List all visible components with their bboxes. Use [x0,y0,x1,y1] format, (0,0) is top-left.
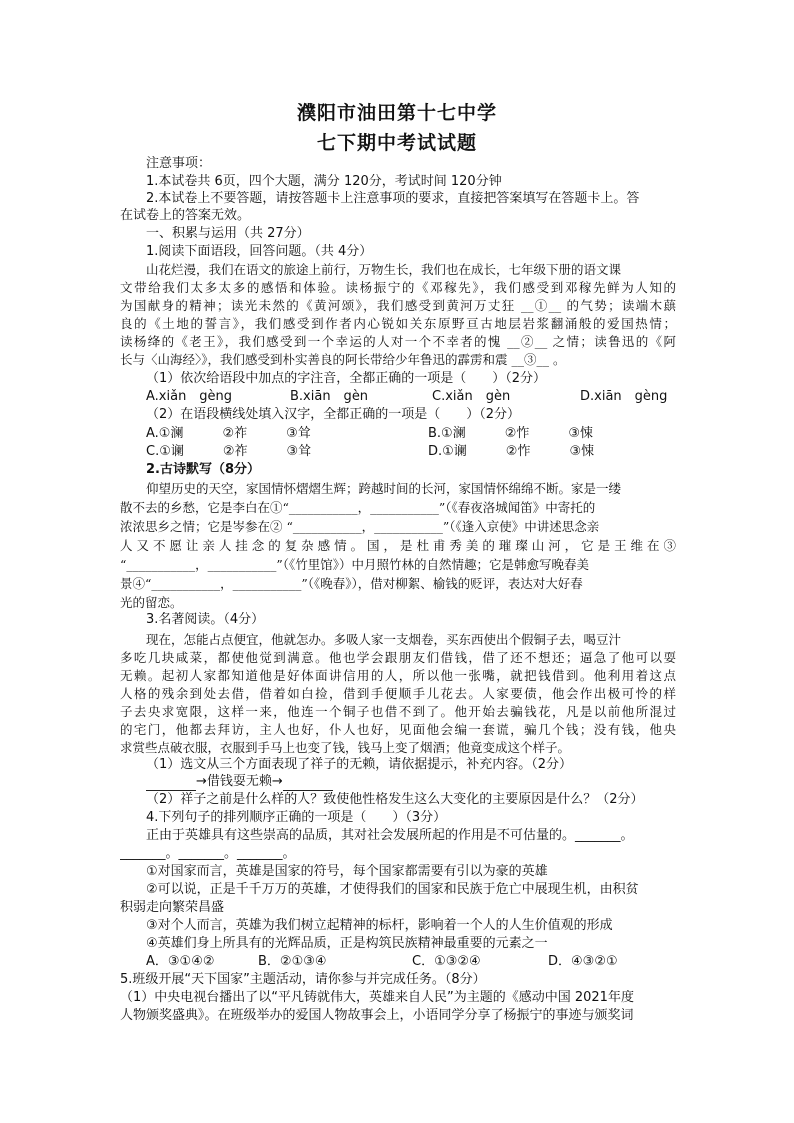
school-title: 濮阳市油田第十七中学 [296,102,497,124]
poem-line: “___________，___________”（《竹里馆》）中月照竹林的自然情趣；它是韩愈写晚春美 [120,557,590,572]
passage-line: 读杨绛的《老王》，我们感受到一个幸运的人对一个不幸者的愧 __②__ 之情；读鲁迅的《阿 [120,334,676,349]
answer-blank[interactable] [283,774,333,791]
q1-sub1-option-c: C.xiǎn gèn [432,389,511,404]
q4-item-2: ②可以说，正是千千万万的英雄，才使得我们的国家和民族于危亡中展现生机，由积贫 [146,882,639,897]
poem-line: 仰望历史的天空，家国情怀熠熠生辉；跨越时间的长河，家国情怀绵绵不断。家是一缕 [146,481,622,496]
notes-item-1: 1.本试卷共 6页，四个大题，满分 120分，考试时间 120分钟 [146,174,502,189]
q4-blanks: _______。_______。_______。 [120,846,296,861]
q4-item-1: ①对国家而言，英雄是国家的符号，每个国家都需要有引以为豪的英雄 [146,864,548,879]
q1-sub2-option-a: A.①澜 ②祚 ③耸 [146,426,311,441]
q1-sub2-option-b: B.①澜 ②怍 ③悚 [428,426,594,441]
poem-line: 浓浓思乡之情；它是岑参在② “___________，___________”（《逢入京使》中讲述思念亲 [120,519,600,534]
q3-sub2: （2）祥子之前是什么样的人？致使他性格发生这么大变化的主要原因是什么？（2分） [146,792,644,807]
q4-option-d: D．④③②① [548,954,618,969]
q1-sub2: （2）在语段横线处填入汉字，全都正确的一项是（ ）（2分） [146,407,521,422]
poem-line: 景④“___________，___________”（《晚春》），借对柳絮、榆钱的贬评，表达对大好春 [120,576,583,591]
novel-line: 无赖。起初人家都知道他是好体面讲信用的人，所以他一张嘴，就把钱借到。他利用着这点 [120,668,676,683]
q1-sub2-option-d: D.①谰 ②怍 ③悚 [428,444,595,459]
novel-line: 的宅门，他都去拜访，主人也好，仆人也好，见面他会编一套谎，骗几个钱；没有钱，他央 [120,722,676,737]
q4-option-c: C．①③②④ [412,954,481,969]
q5-line-2: 人物颁奖盛典》。在班级举办的爱国人物故事会上，小语同学分享了杨振宁的事迹与颁奖词 [120,1008,634,1023]
novel-line: 求赏些点破衣服，衣服到手马上也变了钱，钱马上变了烟酒；他竟变成这个样子。 [120,740,571,755]
q1-sub2-option-c: C.①谰 ②祚 ③耸 [146,444,312,459]
poem-line: 光的留恋。 [120,595,183,610]
passage-line: 为国献身的精神；读光未然的《黄河颂》，我们感受到黄河万丈狂 __①__ 的气势；读端木蕻 [120,298,676,313]
notes-item-2a: 2.本试卷上不要答题，请按答题卡上注意事项的要求，直接把答案填写在答题卡上。答 [146,191,640,206]
q3-sub1-blank-row [146,774,333,791]
poem-line: 人又不愿让亲人挂念的复杂感情。国，是杜甫秀美的璀璨山河，它是王维在③ [120,538,676,553]
question-4-heading: 4.下列句子的排列顺序正确的一项是（ ）（3分） [146,810,447,825]
novel-line: 现在，怎能占点便宜，他就怎办。多吸人家一支烟卷，买东西使出个假铜子去，喝豆汁 [146,632,622,647]
question-3-heading: 3.名著阅读。（4分） [146,612,265,627]
q1-sub1-option-b: B.xiān gèn [290,389,369,404]
passage-line: 文带给我们太多太多的感悟和体验。读杨振宁的《邓稼先》，我们感受到邓稼先鲜为人知的 [120,280,676,295]
notes-item-2b: 在试卷上的答案无效。 [120,208,251,223]
q4-item-4: ④英雄们身上所具有的光辉品质，正是构筑民族精神最重要的元素之一 [146,936,548,951]
question-2-heading: 2.古诗默写（8分） [146,462,261,477]
passage-line: 长与〈山海经〉》，我们感受到朴实善良的阿长带给少年鲁迅的霹雳和震 __③__ 。 [120,352,566,367]
q4-stem: 正由于英雄具有这些崇高的品质，其对社会发展所起的作用是不可估量的。_______。 [146,828,634,843]
q3-sub1-hint: →借钱耍无赖→ [196,774,283,789]
passage-line: 良的《土地的誓言》，我们感受到作者内心锐如关东原野亘古地层岩浆翻涌般的爱国热情； [120,316,676,331]
section-1-heading: 一、积累与运用（共 27分） [146,226,310,241]
novel-line: 多吃几块咸菜，都使他觉到满意。他也学会跟朋友们借钱，借了还不想还；逼急了他可以耍 [120,650,676,665]
q4-option-b: B．②①③④ [258,954,327,969]
question-5-heading: 5.班级开展“天下国家”主题活动，请你参与并完成任务。（8分） [120,972,486,987]
q4-item-3: ③对个人而言，英雄为我们树立起精神的标杆，影响着一个人的人生价值观的形成 [146,918,613,933]
exam-title: 七下期中考试试题 [316,132,477,154]
q1-sub1-option-d: D.xiān gèng [580,389,668,404]
q3-sub1: （1）选文从三个方面表现了祥子的无赖，请依据提示，补充内容。（2分） [146,757,573,772]
novel-line: 人格的残余到处去借，借着如白捡，借到手便顺手儿花去。人家要债，他会作出极可怜的样 [120,686,676,701]
q1-sub1-option-a: A.xiǎn gèng [146,389,233,404]
answer-blank[interactable] [146,774,196,791]
novel-line: 子去央求宽限，这样一来，他连一个铜子也借不到了。他开始去骗钱花，凡是以前他所混过 [120,704,676,719]
q4-option-a: A．③①④② [146,954,215,969]
passage-line: 山花烂漫，我们在语文的旅途上前行，万物生长，我们也在成长，七年级下册的语文课 [146,262,622,277]
notes-heading: 注意事项： [146,156,212,171]
q1-sub1: （1）依次给语段中加点的字注音，全都正确的一项是（ ）（2分） [146,371,547,386]
q5-line-1: （1）中央电视台播出了以“平凡铸就伟大，英雄来自人民”为主题的《感动中国 2021年度 [120,990,634,1005]
question-1-heading: 1.阅读下面语段，回答问题。（共 4分） [146,244,373,259]
q4-item-2-cont: 积弱走向繁荣昌盛 [120,900,225,915]
poem-line: 散不去的乡愁，它是李白在①“___________，___________”（《春夜洛城闻笛》中寄托的 [120,500,596,515]
